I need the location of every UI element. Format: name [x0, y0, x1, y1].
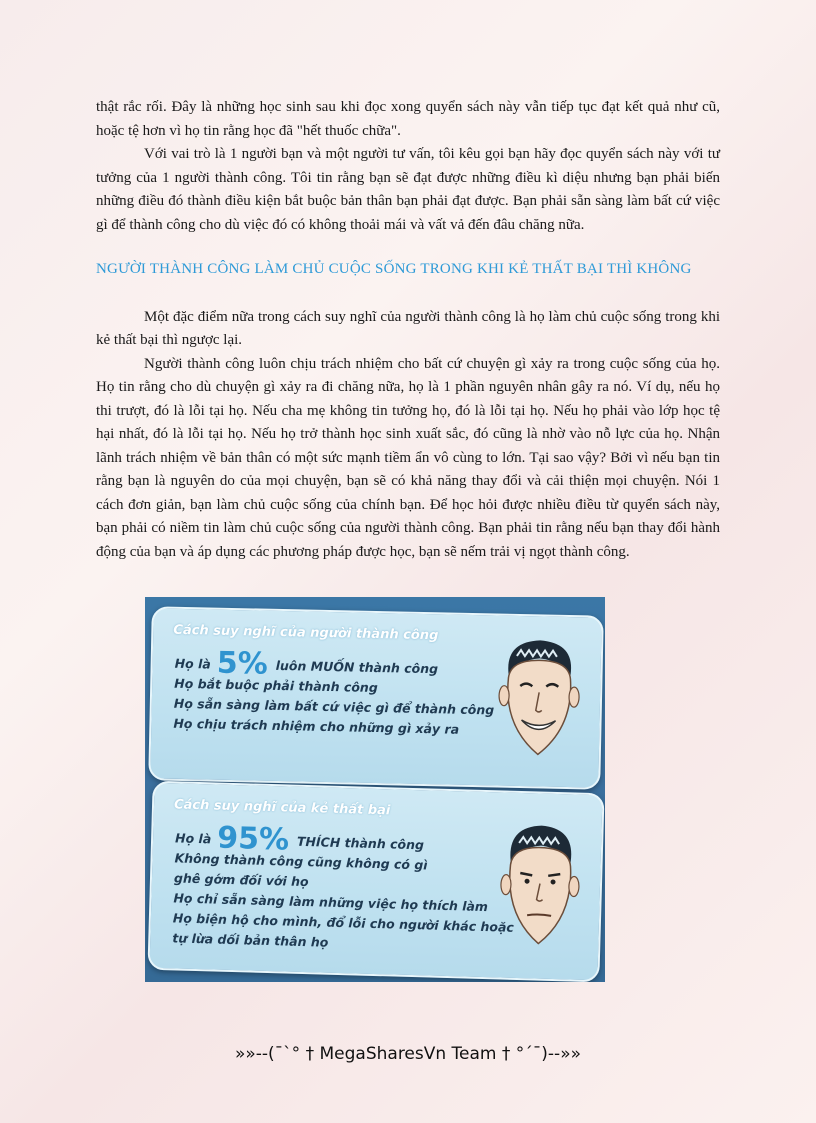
- section-heading: NGƯỜI THÀNH CÔNG LÀM CHỦ CUỘC SỐNG TRONG KHI KẺ THẤT BẠI THÌ KHÔNG: [96, 261, 692, 277]
- success-card-lines: [173, 645, 495, 741]
- paragraph-advice: Với vai trò là 1 người bạn và một người tư vấn, tôi kêu gọi bạn hãy đọc quyển sách này với tư tưởng của 1 người thành công. Tôi tin rằng bạn sẽ đạt được những điều kì diệu nhưng bạn phải biến những điều đó thành điều kiện bắt buộc bản thân bạn phải đạt được. Bạn phải sẵn sàng làm bất cứ việc gì để thành công cho dù việc đó có không thoải mái và vất vả đến đâu chăng nữa.: [96, 146, 720, 233]
- success-card-title: Cách suy nghĩ của người thành công: [173, 622, 439, 644]
- failure-percent: 95%: [216, 820, 290, 858]
- failure-card-line: Họ biện hộ cho mình, đổ lỗi cho người khác hoặc: [172, 910, 514, 935]
- failure-card-title: Cách suy nghĩ của kẻ thất bại: [173, 797, 391, 819]
- paragraph-characteristic: Một đặc điểm nữa trong cách suy nghĩ của người thành công là họ làm chủ cuộc sống trong khi kẻ thất bại thì ngược lại.: [96, 308, 720, 348]
- paragraph-continuation: thật rắc rối. Đây là những học sinh sau khi đọc xong quyển sách này vẫn tiếp tục đạt kết quả như cũ, hoặc tệ hơn vì họ tin rằng học đã "hết thuốc chữa".: [96, 99, 720, 139]
- success-card-line: Họ sẵn sàng làm bất cứ việc gì để thành công: [173, 695, 495, 718]
- smiling-face-icon: [495, 634, 584, 768]
- footer-signature: »»--(¯`° † MegaSharesVn Team † °´¯)--»»: [234, 1044, 581, 1064]
- success-mindset-card: [148, 606, 604, 789]
- neutral-face-icon: [496, 818, 584, 954]
- success-card-line: Họ bắt buộc phải thành công: [174, 675, 378, 696]
- failure-card-line: Không thành công cũng không có gì: [174, 850, 428, 873]
- comparison-illustration: [145, 597, 605, 982]
- success-card-line: Họ chịu trách nhiệm cho những gì xảy ra: [173, 715, 460, 737]
- failure-card-line-1: Họ là 95% THÍCH thành công: [174, 820, 425, 858]
- paragraph-responsibility: Người thành công luôn chịu trách nhiệm cho bất cứ chuyện gì xảy ra trong cuộc sống của họ. Họ tin rằng cho dù chuyện gì xảy ra đi chăng nữa, họ là 1 phần nguyên nhân gây ra nó. Ví dụ, nếu họ thi trượt, đó là lỗi tại họ. Nếu cha mẹ không tin tưởng họ, đó là lỗi tại họ. Nếu họ phải vào lớp học tệ hại nhất, đó là lỗi tại họ. Nếu họ trở thành học sinh xuất sắc, đó cũng là nhờ vào nỗ lực của họ. Nhận lãnh trách nhiệm về bản thân có một sức mạnh tiềm ẩn vô cùng to lớn. Tại sao vậy? Bởi vì nếu bạn tin rằng bạn là nguyên do của mọi chuyện, bạn sẽ có khả năng thay đổi và cải thiện mọi chuyện. Nói 1 cách đơn giản, bạn làm chủ cuộc sống của chính bạn. Để học hỏi được nhiều điều từ quyển sách này, bạn phải có niềm tin làm chủ cuộc sống của người thành công. Bạn phải tin rằng nếu bạn thay đổi hành động của bạn và áp dụng các phương pháp được học, bạn sẽ nếm trải vị ngọt thành công.: [96, 355, 720, 560]
- failure-card-line: Họ chỉ sẵn sàng làm những việc họ thích làm: [173, 890, 489, 915]
- success-percent: 5%: [216, 645, 269, 682]
- document-body: [96, 96, 720, 564]
- failure-card-line: ghê gớm đối với họ: [173, 870, 309, 890]
- failure-card-line: tự lừa dối bản thân họ: [172, 930, 329, 950]
- success-card-line-1: Họ là 5% luôn MUỐN thành công: [174, 645, 439, 682]
- failure-card-lines: [172, 820, 516, 957]
- failure-mindset-card: [147, 781, 604, 982]
